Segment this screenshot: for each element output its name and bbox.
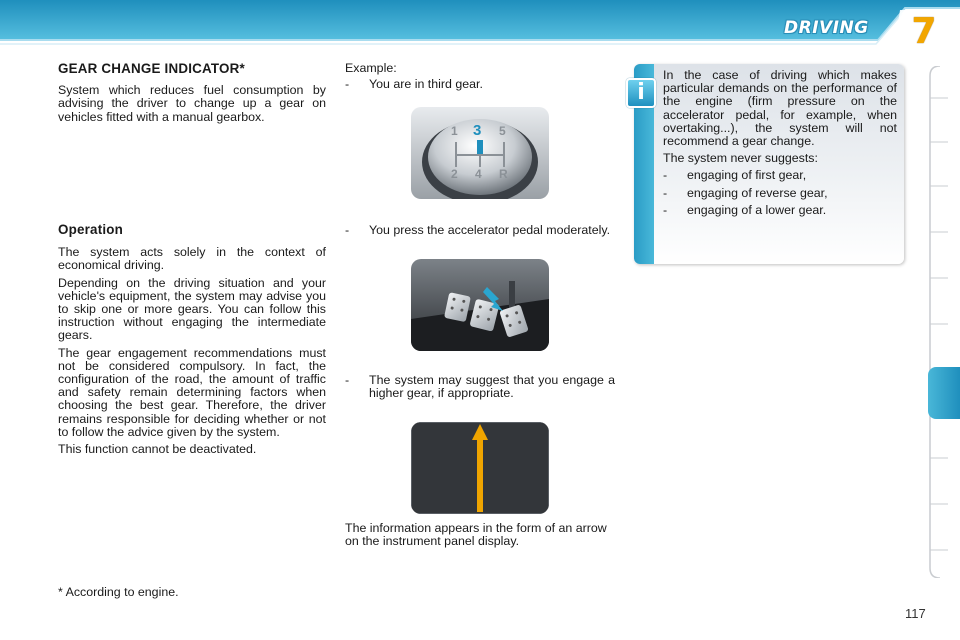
active-chapter-tab[interactable]: [928, 367, 960, 419]
footnote: * According to engine.: [58, 585, 179, 599]
example-step-2: [345, 224, 615, 237]
closing-note: [345, 522, 617, 548]
chapter-title: DRIVING: [784, 18, 869, 38]
step-dash: -: [345, 373, 350, 387]
info-paragraph: In the case of driving which makes particular demands on the performance of the engine (firm pressure on the accelerator pedal, for example, when overtaking...), the system will not recommend a gear change.: [663, 68, 897, 149]
gear-number-r: R: [499, 167, 508, 181]
gear-number-3-highlighted: 3: [473, 122, 482, 139]
gear-number-4: 4: [475, 167, 482, 181]
closing-text: The information appears in the form of an arrow on the instrument panel display.: [345, 521, 607, 549]
chapter-number: 7: [911, 11, 937, 52]
list-dash: -: [663, 185, 668, 200]
operation-paragraph-2: Depending on the driving situation and your vehicle's equipment, the system may advise you to skip one or more gears. You can follow this instruction without engaging the intermediate gears.: [58, 275, 326, 343]
side-tab-strip: [926, 66, 956, 578]
list-text: engaging of a lower gear.: [687, 202, 827, 217]
operation-paragraph-1: The system acts solely in the context of economical driving.: [58, 245, 326, 273]
step-dash: -: [345, 77, 350, 92]
left-column: [58, 62, 326, 128]
operation-paragraph-4: This function cannot be deactivated.: [58, 442, 257, 457]
example-step-2-block: [345, 224, 615, 241]
example-step-1: [345, 78, 615, 91]
operation-paragraph-3: The gear engagement recommendations must not be considered compulsory. In fact, the configuration of the road, the amount of traffic and safety remain determining factors when choosing the best gear. Therefore, the driver remains responsible for deciding whether or not to follow the advice given by the system.: [58, 345, 326, 439]
step-dash: -: [345, 223, 350, 237]
gear-highlight-marker: [477, 140, 483, 154]
info-never-suggests: The system never suggests:: [663, 151, 818, 166]
step-text: The system may suggest that you engage a higher gear, if appropriate.: [369, 373, 615, 401]
info-box-text: [663, 69, 897, 221]
step-text: You press the accelerator pedal moderately.: [369, 223, 611, 237]
example-step-3-block: [345, 374, 615, 404]
operation-heading: Operation: [58, 222, 124, 237]
section-title: GEAR CHANGE INDICATOR*: [58, 61, 245, 76]
intro-paragraph: System which reduces fuel consumption by advising the driver to change up a gear on vehicles fitted with a manual gearbox.: [58, 83, 326, 124]
info-icon: i: [626, 78, 656, 108]
info-list-item: [663, 169, 897, 182]
example-step-3: [345, 374, 615, 400]
gear-knob-illustration: [411, 107, 549, 199]
list-dash: -: [663, 168, 668, 183]
step-text: You are in third gear.: [369, 77, 483, 92]
pedals-illustration: [411, 259, 549, 351]
upshift-arrow-display: [411, 422, 549, 514]
gear-number-1: 1: [451, 124, 458, 138]
gear-number-5: 5: [499, 124, 506, 138]
page-number: 117: [905, 606, 926, 621]
info-list-item: [663, 187, 897, 200]
example-block: [345, 62, 615, 95]
info-list-item: [663, 204, 897, 217]
gear-number-2: 2: [451, 167, 458, 181]
list-dash: -: [663, 202, 668, 217]
list-text: engaging of reverse gear,: [687, 185, 828, 200]
example-label: Example:: [345, 61, 397, 75]
list-text: engaging of first gear,: [687, 168, 807, 183]
operation-section: [58, 223, 326, 460]
